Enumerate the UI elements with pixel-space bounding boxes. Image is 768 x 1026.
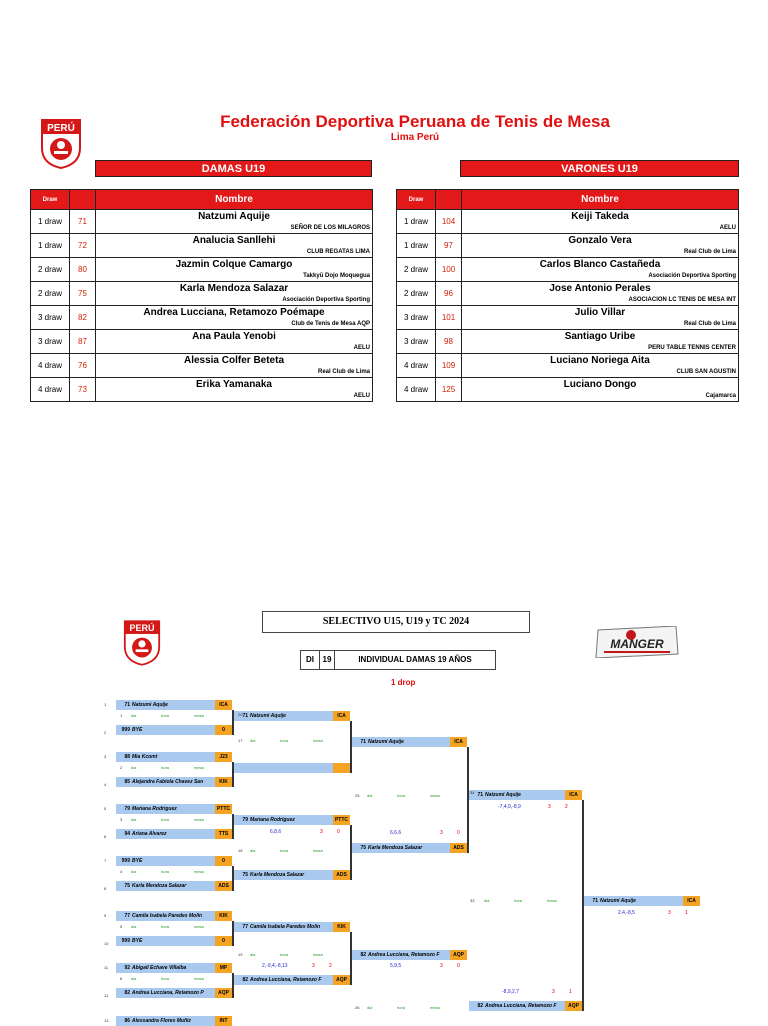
player-name: Andrea Lucciana, Retamozo Poémape bbox=[143, 307, 325, 318]
player-id: 100 bbox=[436, 258, 462, 282]
slot-player: Andrea Lucciana, Retamozo F bbox=[250, 977, 322, 983]
draw-position: 9 bbox=[104, 913, 107, 918]
player-name: Keiji Takeda bbox=[571, 211, 629, 222]
games-won: 3 bbox=[668, 910, 671, 916]
bracket-line bbox=[350, 721, 352, 773]
slot-player: Mariana Rodriguez bbox=[132, 806, 177, 812]
slot-player: Abigail Echave Villalba bbox=[132, 965, 187, 971]
player-id: 75 bbox=[70, 282, 96, 306]
games-won: 3 bbox=[312, 963, 315, 969]
match-number: 4 bbox=[120, 869, 123, 874]
final-slot bbox=[584, 896, 700, 906]
match-day: dia bbox=[131, 713, 137, 718]
player-name: Julio Villar bbox=[574, 307, 626, 318]
slot-club: AQP bbox=[565, 1001, 582, 1011]
player-club: Club de Tenis de Mesa AQP bbox=[291, 321, 370, 327]
draw-position: 1 bbox=[104, 702, 107, 707]
player-name: Alessia Colfer Beteta bbox=[183, 355, 285, 366]
slot-club: INT bbox=[215, 1016, 232, 1026]
slot-id: 75 bbox=[242, 872, 248, 878]
player-name: Karla Mendoza Salazar bbox=[179, 283, 289, 294]
slot-club: ADS bbox=[333, 870, 350, 880]
federation-title: Federación Deportiva Peruana de Tenis de Mesa bbox=[220, 112, 610, 131]
player-id: 80 bbox=[70, 258, 96, 282]
draw-position: 4 bbox=[104, 782, 107, 787]
slot-club: 0 bbox=[215, 725, 232, 735]
games-lost: 2 bbox=[565, 804, 568, 810]
r1-slot bbox=[116, 700, 232, 710]
match-time: hora bbox=[161, 976, 170, 981]
draw-position: 11 bbox=[104, 965, 109, 970]
slot-id: 75 bbox=[360, 845, 366, 851]
player-id: 87 bbox=[70, 330, 96, 354]
player-id: 96 bbox=[436, 282, 462, 306]
slot-id: 71 bbox=[124, 702, 130, 708]
event-code: DI bbox=[301, 651, 320, 669]
player-id: 109 bbox=[436, 354, 462, 378]
games-won: 3 bbox=[320, 829, 323, 835]
games-won: 3 bbox=[548, 804, 551, 810]
r3-slot bbox=[352, 843, 467, 853]
draw-position: 7 bbox=[104, 858, 107, 863]
slot-club: ICA bbox=[450, 737, 467, 747]
slot-player: BYE bbox=[132, 938, 143, 944]
player-id: 82 bbox=[70, 306, 96, 330]
player-name: Santiago Uribe bbox=[564, 331, 636, 342]
r1-slot bbox=[116, 881, 232, 891]
federation-subtitle: Lima Perú bbox=[390, 132, 440, 143]
games-lost: 1 bbox=[569, 989, 572, 995]
slot-id: 92 bbox=[124, 965, 130, 971]
match-table: mesa bbox=[313, 952, 323, 957]
r2-slot bbox=[234, 763, 350, 773]
r1-slot bbox=[116, 988, 232, 998]
match-score: 2,4,-8,5 bbox=[618, 910, 635, 916]
match-day: dia bbox=[250, 738, 256, 743]
player-id: 104 bbox=[436, 210, 462, 234]
slot-id: 82 bbox=[242, 977, 248, 983]
match-time: hora bbox=[161, 765, 170, 770]
match-table: mesa bbox=[313, 738, 323, 743]
match-number: 19 bbox=[238, 952, 243, 957]
draw-cell: 4 draw bbox=[31, 378, 70, 402]
match-day: dia bbox=[367, 793, 373, 798]
slot-player: Natzumi Aquije bbox=[485, 792, 521, 798]
player-club: ASOCIACION LC TENIS DE MESA INT bbox=[628, 297, 736, 303]
match-table: mesa bbox=[313, 848, 323, 853]
slot-club: J23 bbox=[215, 752, 232, 762]
games-lost: 0 bbox=[457, 963, 460, 969]
slot-player: Mariana Rodriguez bbox=[250, 817, 295, 823]
damas-banner: DAMAS U19 bbox=[95, 160, 372, 177]
player-club: AELU bbox=[353, 393, 370, 399]
player-name: Analucia Sanllehi bbox=[192, 235, 276, 246]
slot-player: Natzumi Aquije bbox=[368, 739, 404, 745]
slot-club: MP bbox=[215, 963, 232, 973]
player-id: 72 bbox=[70, 234, 96, 258]
slot-id: 77 bbox=[124, 913, 130, 919]
games-lost: 2 bbox=[329, 963, 332, 969]
player-club: CLUB SAN AGUSTIN bbox=[676, 369, 736, 375]
slot-id: 79 bbox=[124, 806, 130, 812]
player-name: Gonzalo Vera bbox=[568, 235, 632, 246]
match-table: mesa bbox=[194, 869, 204, 874]
player-club: Asociación Deportiva Sporting bbox=[648, 273, 736, 279]
r1-slot bbox=[116, 804, 232, 814]
match-table: mesa bbox=[194, 924, 204, 929]
r1-slot bbox=[116, 777, 232, 787]
player-name: Luciano Noriega Aita bbox=[550, 355, 650, 366]
player-club: Takkyū Dojo Moquegua bbox=[303, 273, 370, 279]
r2-slot bbox=[234, 711, 350, 721]
match-day: dia bbox=[250, 848, 256, 853]
games-lost: 0 bbox=[337, 829, 340, 835]
player-club: CLUB REGATAS LIMA bbox=[306, 249, 370, 255]
bracket-line bbox=[467, 747, 469, 853]
draw-position: 3 bbox=[104, 754, 107, 759]
slot-club: KIK bbox=[215, 911, 232, 921]
player-club: Cajamarca bbox=[705, 393, 736, 399]
draw-cell: 1 draw bbox=[31, 234, 70, 258]
match-number: 26 bbox=[355, 1005, 360, 1010]
drop-label: 1 drop bbox=[391, 678, 416, 687]
player-name: Carlos Blanco Castañeda bbox=[539, 259, 661, 270]
slot-id: 82 bbox=[124, 990, 130, 996]
slot-club: 0 bbox=[215, 936, 232, 946]
player-id: 97 bbox=[436, 234, 462, 258]
slot-id: 82 bbox=[360, 952, 366, 958]
player-club: Real Club de Lima bbox=[683, 249, 736, 255]
match-score: 5,9,5 bbox=[390, 963, 402, 969]
slot-id: 71 bbox=[360, 739, 366, 745]
player-id: 101 bbox=[436, 306, 462, 330]
slot-club: ADS bbox=[215, 881, 232, 891]
slot-player: Camila Isabela Paredes Molin bbox=[132, 913, 203, 919]
match-time: hora bbox=[397, 793, 406, 798]
slot-club: KIK bbox=[215, 777, 232, 787]
match-number: 6 bbox=[120, 976, 123, 981]
player-club: AELU bbox=[719, 225, 736, 231]
match-day: dia bbox=[131, 765, 137, 770]
slot-club: ICA bbox=[333, 711, 350, 721]
match-day: dia bbox=[484, 898, 490, 903]
r1-slot bbox=[116, 856, 232, 866]
draw-cell: 3 draw bbox=[31, 306, 70, 330]
r2-slot bbox=[234, 922, 350, 932]
player-club: Asociación Deportiva Sporting bbox=[282, 297, 370, 303]
match-time: hora bbox=[514, 898, 523, 903]
slot-club: 0 bbox=[215, 856, 232, 866]
match-day: dia bbox=[131, 817, 137, 822]
match-time: hora bbox=[161, 817, 170, 822]
slot-club bbox=[333, 763, 350, 773]
slot-club: AQP bbox=[215, 988, 232, 998]
match-number: 2 bbox=[120, 765, 123, 770]
slot-club: ICA bbox=[215, 700, 232, 710]
draw-cell: 4 draw bbox=[397, 354, 436, 378]
draw-cell: 2 draw bbox=[31, 282, 70, 306]
r1-slot bbox=[116, 963, 232, 973]
match-number: 1 bbox=[120, 713, 123, 718]
slot-club: AQP bbox=[333, 975, 350, 985]
slot-player: Karla Mendoza Salazar bbox=[368, 845, 423, 851]
match-score: 6,8,6 bbox=[270, 829, 282, 835]
match-time: hora bbox=[161, 924, 170, 929]
slot-club: ICA bbox=[565, 790, 582, 800]
slot-club: KIK bbox=[333, 922, 350, 932]
sponsor-text: MANGER bbox=[610, 637, 664, 651]
r3-slot bbox=[352, 737, 467, 747]
match-score: 6,6,6 bbox=[390, 830, 402, 836]
draw-position: 6 bbox=[104, 834, 107, 839]
r3-slot bbox=[352, 950, 467, 960]
match-time: hora bbox=[397, 1005, 406, 1010]
player-club: SEÑOR DE LOS MILAGROS bbox=[290, 225, 370, 231]
draw-cell: 1 draw bbox=[397, 234, 436, 258]
match-number: 20 bbox=[238, 712, 243, 717]
slot-club: PTTC bbox=[216, 806, 231, 812]
draw-cell: 1 draw bbox=[397, 210, 436, 234]
draw-cell: 3 draw bbox=[397, 306, 436, 330]
player-id: 125 bbox=[436, 378, 462, 402]
slot-id: 71 bbox=[242, 713, 248, 719]
slot-player: Natzumi Aquije bbox=[250, 713, 286, 719]
match-table: mesa bbox=[547, 898, 557, 903]
slot-player: Andrea Lucciana, Retamozo F bbox=[485, 1003, 557, 1009]
slot-id: 75 bbox=[124, 883, 130, 889]
slot-id: 71 bbox=[592, 898, 598, 904]
logo-text: PERÚ bbox=[129, 623, 155, 634]
match-table: mesa bbox=[194, 765, 204, 770]
slot-player: Natzumi Aquije bbox=[132, 702, 168, 708]
draw-cell: 1 draw bbox=[31, 210, 70, 234]
slot-id: 71 bbox=[477, 792, 483, 798]
r4-slot bbox=[469, 1001, 582, 1011]
r2-slot bbox=[234, 815, 350, 825]
games-won: 3 bbox=[440, 963, 443, 969]
match-number: 34 bbox=[470, 790, 475, 795]
match-table: mesa bbox=[194, 713, 204, 718]
games-won: 3 bbox=[440, 830, 443, 836]
slot-club: AQP bbox=[450, 950, 467, 960]
match-number: 5 bbox=[120, 924, 123, 929]
slot-player: Karla Mendoza Salazar bbox=[250, 872, 305, 878]
match-time: hora bbox=[280, 848, 289, 853]
match-number: 3 bbox=[120, 817, 123, 822]
slot-player: Karla Mendoza Salazar bbox=[132, 883, 187, 889]
slot-club: ADS bbox=[450, 843, 467, 853]
r1-slot bbox=[116, 752, 232, 762]
games-lost: 1 bbox=[685, 910, 688, 916]
slot-id: 94 bbox=[124, 831, 130, 837]
slot-id: 85 bbox=[124, 779, 130, 785]
logo-text: PERÚ bbox=[47, 123, 75, 134]
slot-player: Mia Kcomt bbox=[132, 754, 158, 760]
slot-id: 999 bbox=[121, 858, 130, 864]
col-draw: Draw bbox=[31, 190, 70, 210]
match-day: dia bbox=[131, 869, 137, 874]
draw-cell: 2 draw bbox=[397, 282, 436, 306]
slot-player: Camila Isabela Paredes Molin bbox=[250, 924, 321, 930]
slot-player: BYE bbox=[132, 858, 143, 864]
slot-player: Alejandra Fabiola Chavez San bbox=[132, 779, 204, 785]
match-time: hora bbox=[161, 869, 170, 874]
match-table: mesa bbox=[430, 793, 440, 798]
slot-club: ICA bbox=[683, 896, 700, 906]
player-name: Jazmin Colque Camargo bbox=[175, 259, 293, 270]
games-lost: 0 bbox=[457, 830, 460, 836]
slot-id: 999 bbox=[121, 938, 130, 944]
draw-position: 5 bbox=[104, 806, 107, 811]
draw-cell: 3 draw bbox=[397, 330, 436, 354]
player-club: Real Club de Lima bbox=[317, 369, 370, 375]
draw-position: 12 bbox=[104, 993, 109, 998]
slot-id: 82 bbox=[477, 1003, 483, 1009]
slot-player: Natzumi Aquije bbox=[600, 898, 636, 904]
slot-id: 999 bbox=[121, 727, 130, 733]
draw-cell: 4 draw bbox=[397, 378, 436, 402]
slot-club: TTS bbox=[215, 829, 232, 839]
player-club: AELU bbox=[353, 345, 370, 351]
match-score: -8,9,2,7 bbox=[502, 989, 519, 995]
r2-slot bbox=[234, 975, 350, 985]
match-time: hora bbox=[280, 952, 289, 957]
slot-player: Andrea Lucciana, Retamozo P bbox=[132, 990, 204, 996]
draw-cell: 3 draw bbox=[31, 330, 70, 354]
slot-player: Alessandra Flores Muñiz bbox=[132, 1018, 191, 1024]
player-name: Erika Yamanaka bbox=[196, 379, 272, 390]
match-table: mesa bbox=[194, 817, 204, 822]
draw-position: 2 bbox=[104, 730, 107, 735]
player-id: 71 bbox=[70, 210, 96, 234]
slot-id: 79 bbox=[242, 817, 248, 823]
slot-id: 88 bbox=[124, 754, 130, 760]
event-number: 19 bbox=[320, 651, 335, 669]
draw-cell: 2 draw bbox=[397, 258, 436, 282]
tournament-title: SELECTIVO U15, U19 y TC 2024 bbox=[262, 611, 530, 633]
r4-slot bbox=[469, 790, 582, 800]
draw-position: 10 bbox=[104, 941, 109, 946]
r1-slot bbox=[116, 936, 232, 946]
match-table: mesa bbox=[194, 976, 204, 981]
match-day: dia bbox=[131, 924, 137, 929]
match-number: 33 bbox=[470, 898, 475, 903]
r1-slot bbox=[116, 911, 232, 921]
match-time: hora bbox=[280, 738, 289, 743]
player-club: Real Club de Lima bbox=[683, 321, 736, 327]
r1-slot bbox=[116, 1016, 232, 1026]
slot-id: 86 bbox=[124, 1018, 130, 1024]
draw-position: 8 bbox=[104, 886, 107, 891]
slot-club: PTTC bbox=[334, 817, 349, 823]
col-name: Nombre bbox=[96, 190, 373, 210]
match-day: dia bbox=[250, 952, 256, 957]
draw-cell: 4 draw bbox=[31, 354, 70, 378]
player-name: Jose Antonio Perales bbox=[549, 283, 651, 294]
player-name: Luciano Dongo bbox=[563, 379, 637, 390]
draw-cell: 2 draw bbox=[31, 258, 70, 282]
slot-id: 77 bbox=[242, 924, 248, 930]
slot-player: BYE bbox=[132, 727, 143, 733]
match-day: dia bbox=[367, 1005, 373, 1010]
match-score: 2,-9,4,-8,13 bbox=[262, 963, 288, 969]
match-number: 17 bbox=[238, 738, 243, 743]
games-won: 3 bbox=[552, 989, 555, 995]
slot-player: Ariana Alvarez bbox=[132, 831, 167, 837]
player-name: Natzumi Aquije bbox=[198, 211, 270, 222]
match-day: dia bbox=[131, 976, 137, 981]
col-name: Nombre bbox=[462, 190, 739, 210]
player-name: Ana Paula Yenobi bbox=[192, 331, 276, 342]
match-time: hora bbox=[161, 713, 170, 718]
col-draw: Draw bbox=[397, 190, 436, 210]
event-name: INDIVIDUAL DAMAS 19 AÑOS bbox=[358, 655, 472, 664]
player-id: 76 bbox=[70, 354, 96, 378]
r1-slot bbox=[116, 829, 232, 839]
player-id: 98 bbox=[436, 330, 462, 354]
match-table: mesa bbox=[430, 1005, 440, 1010]
draw-position: 13 bbox=[104, 1018, 109, 1023]
r2-slot bbox=[234, 870, 350, 880]
slot-player: Andrea Lucciana, Retamozo F bbox=[368, 952, 440, 958]
match-score: -7,4,9,-8,9 bbox=[498, 804, 521, 810]
match-number: 18 bbox=[238, 848, 243, 853]
r1-slot bbox=[116, 725, 232, 735]
player-club: PERU TABLE TENNIS CENTER bbox=[648, 345, 736, 351]
varones-banner: VARONES U19 bbox=[460, 160, 739, 177]
match-number: 25 bbox=[355, 793, 360, 798]
player-id: 73 bbox=[70, 378, 96, 402]
